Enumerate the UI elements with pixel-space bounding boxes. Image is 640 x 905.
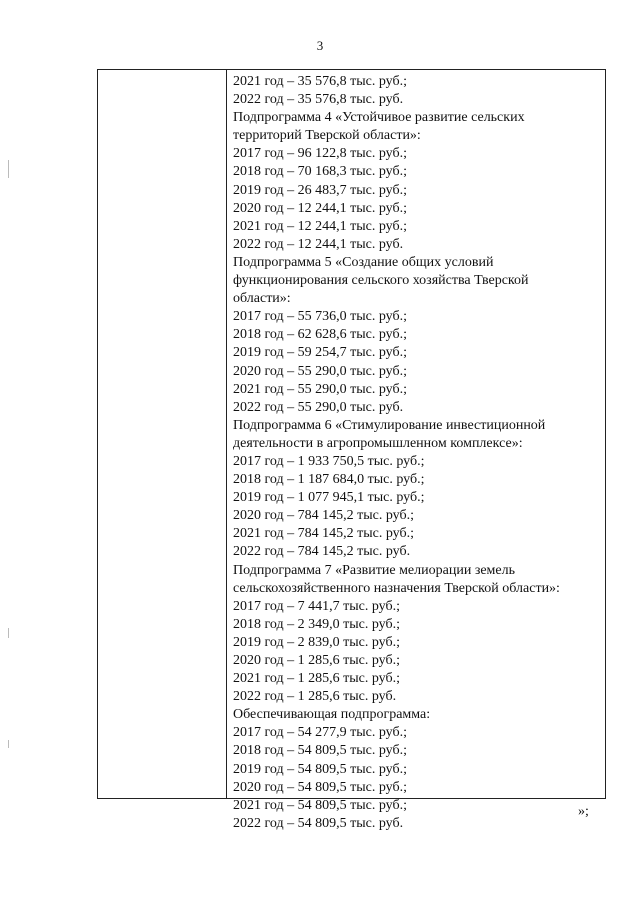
financing-text-cell [233,73,603,833]
text-line: 2017 год – 55 736,0 тыс. руб.; [233,309,407,325]
text-line: 2020 год – 55 290,0 тыс. руб.; [233,363,407,379]
text-line: 2021 год – 1 285,6 тыс. руб.; [233,671,400,687]
margin-mark-middle [8,628,9,638]
text-line: 2021 год – 12 244,1 тыс. руб.; [233,218,407,234]
table-column-divider [226,70,227,798]
text-line: 2019 год – 2 839,0 тыс. руб.; [233,634,400,650]
page-number: 3 [316,38,324,53]
text-line: 2019 год – 54 809,5 тыс. руб.; [233,761,407,777]
closing-quote-mark: »; [578,804,589,819]
text-line: Подпрограмма 7 «Развитие мелиорации земель [233,562,516,578]
text-line: 2020 год – 54 809,5 тыс. руб.; [233,779,407,795]
text-line: Подпрограмма 4 «Устойчивое развитие сельских [233,110,525,126]
text-line: Подпрограмма 5 «Создание общих условий [233,254,494,270]
text-line: 2022 год – 12 244,1 тыс. руб. [233,236,404,252]
text-line: сельскохозяйственного назначения Тверской области»: [233,580,560,596]
text-line: 2019 год – 59 254,7 тыс. руб.; [233,345,407,361]
text-line: 2017 год – 54 277,9 тыс. руб.; [233,725,407,741]
text-line: 2019 год – 26 483,7 тыс. руб.; [233,182,407,198]
text-line: 2020 год – 12 244,1 тыс. руб.; [233,200,407,216]
text-line: 2020 год – 784 145,2 тыс. руб.; [233,508,414,524]
margin-mark-top [8,160,9,178]
text-line: 2020 год – 1 285,6 тыс. руб.; [233,653,400,668]
financing-table [97,69,606,831]
text-line: 2018 год – 2 349,0 тыс. руб.; [233,616,400,632]
text-line: 2022 год – 55 290,0 тыс. руб. [233,399,404,415]
text-line: 2021 год – 35 576,8 тыс. руб.; [233,74,407,89]
text-line: 2017 год – 7 441,7 тыс. руб.; [233,598,400,614]
text-line: Подпрограмма 6 «Стимулирование инвестиционной [233,417,546,433]
text-line: 2021 год – 784 145,2 тыс. руб.; [233,526,414,542]
text-line: 2022 год – 35 576,8 тыс. руб. [233,92,404,108]
text-line: 2021 год – 54 809,5 тыс. руб.; [233,797,407,813]
text-line: 2017 год – 96 122,8 тыс. руб.; [233,146,407,162]
text-line: 2022 год – 54 809,5 тыс. руб. [233,815,404,831]
text-line: 2017 год – 1 933 750,5 тыс. руб.; [233,453,425,469]
text-line: 2019 год – 1 077 945,1 тыс. руб.; [233,490,425,506]
text-line: территорий Тверской области»: [233,128,421,144]
text-line: 2021 год – 55 290,0 тыс. руб.; [233,381,407,397]
text-line: деятельности в агропромышленном комплексе»: [233,435,523,451]
margin-mark-bottom [8,740,9,748]
text-line: 2022 год – 784 145,2 тыс. руб. [233,544,411,560]
text-line: 2018 год – 62 628,6 тыс. руб.; [233,327,407,343]
text-line: функционирования сельского хозяйства Тверской [233,273,529,289]
text-line: области»: [233,291,291,307]
text-line: Обеспечивающая подпрограмма: [233,707,431,723]
text-line: 2018 год – 70 168,3 тыс. руб.; [233,164,407,180]
text-line: 2022 год – 1 285,6 тыс. руб. [233,689,397,705]
text-line: 2018 год – 54 809,5 тыс. руб.; [233,743,407,759]
text-line: 2018 год – 1 187 684,0 тыс. руб.; [233,472,425,488]
